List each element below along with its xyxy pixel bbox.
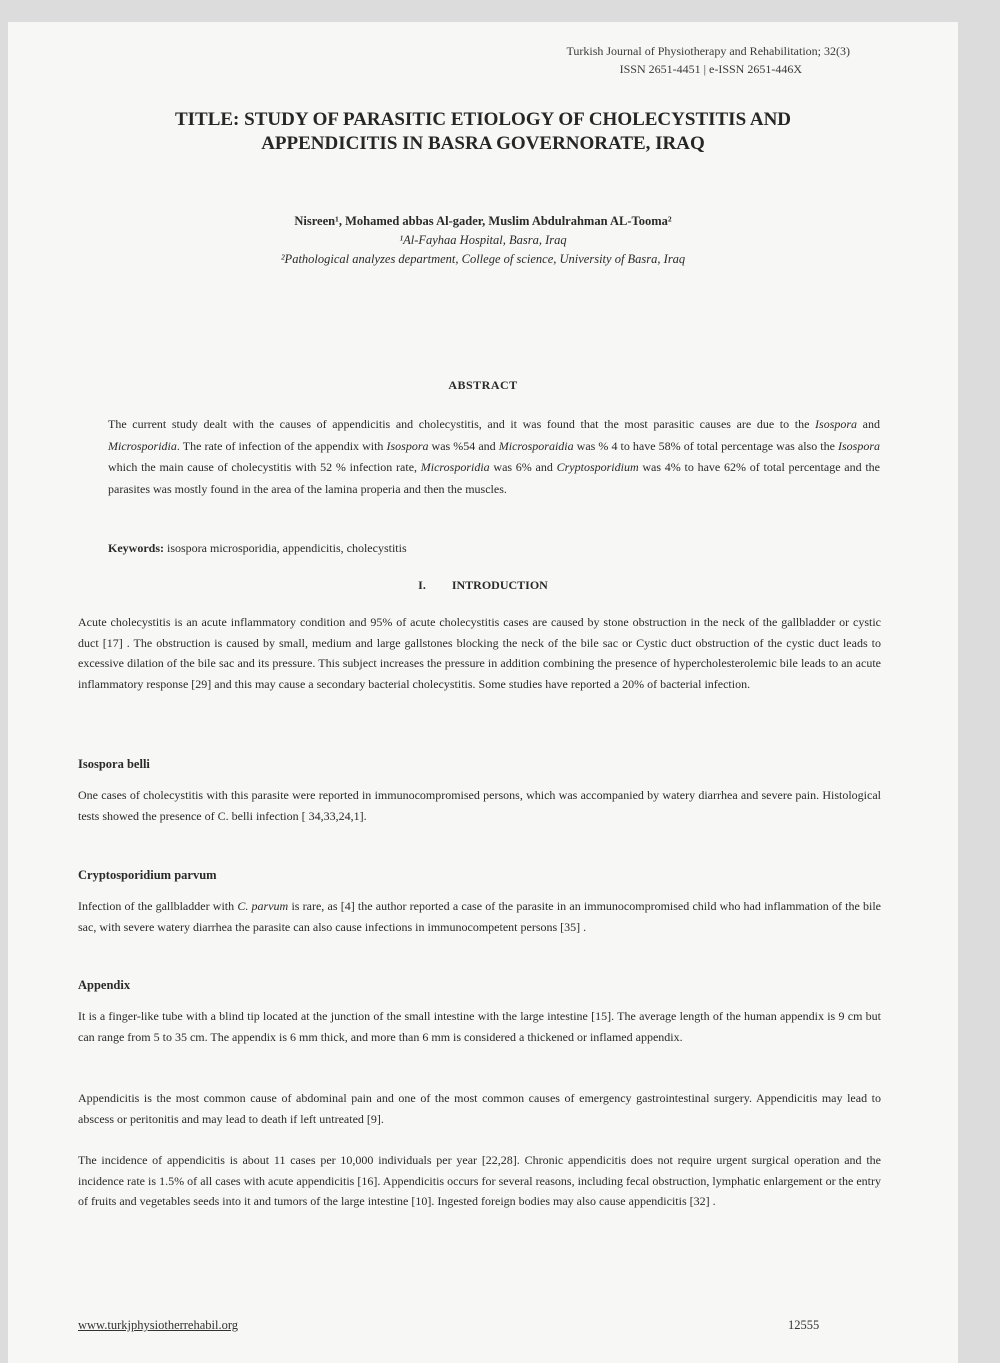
crypto-italic-term: C. parvum — [237, 899, 289, 913]
abstract-heading: ABSTRACT — [448, 378, 518, 392]
abstract-italic-term: Microsporaidia — [498, 438, 574, 453]
paper-title — [68, 108, 898, 156]
keywords-label: Keywords: — [108, 541, 164, 555]
affiliation-1: ¹Al-Fayhaa Hospital, Basra, Iraq — [399, 233, 567, 247]
abstract-text-part: and — [857, 417, 880, 431]
author-names: Nisreen¹, Mohamed abbas Al-gader, Muslim Abdulrahman AL-Tooma² — [294, 214, 672, 228]
keywords-line — [108, 538, 880, 558]
title-line-1: TITLE: STUDY OF PARASITIC ETIOLOGY OF CHOLECYSTITIS AND — [174, 109, 792, 130]
appendix-paragraph-3: The incidence of appendicitis is about 11 cases per 10,000 individuals per year [22,28]. Chronic appendicitis does not require urgent surgical operation and the incidence rate is 1.5% of all cases with acute appendicitis [16]. Appendicitis occurs for several reasons, including fecal obstruction, lymphatic enlargement or the entry of fruits and vegetables seeds into it and tumors of the large intestine [10]. Ingested foreign bodies may also cause appendicitis [32] . — [78, 1153, 881, 1208]
title-line-2: APPENDICITIS IN BASRA GOVERNORATE, IRAQ — [261, 133, 705, 154]
journal-name: Turkish Journal of Physiotherapy and Rehabilitation; 32(3) — [566, 44, 850, 58]
appendix-paragraph-1: It is a finger-like tube with a blind tip located at the junction of the small intestine with the large intestine [15]. The average length of the human appendix is 9 cm but can range from 5 to 35 cm. The appendix is 6 mm thick, and more than 6 mm is considered a thickened or inflamed appendix. — [78, 1009, 881, 1044]
abstract-text-part: was %54 and — [428, 438, 499, 453]
abstract-italic-term: Microsporidia — [420, 460, 490, 474]
cryptosporidium-heading: Cryptosporidium parvum — [78, 868, 217, 882]
journal-header — [566, 42, 850, 78]
abstract-text-part: was 6% and — [489, 460, 557, 474]
section-title: INTRODUCTION — [451, 578, 548, 592]
paper-page — [8, 22, 958, 1363]
abstract-italic-term: Cryptosporidium — [556, 460, 639, 474]
author-block — [68, 212, 898, 269]
abstract-text-part: which the main cause of cholecystitis with 52 % infection rate, — [108, 460, 421, 474]
appendix-heading: Appendix — [78, 978, 131, 992]
journal-issn: ISSN 2651-4451 | e-ISSN 2651-446X — [619, 62, 802, 76]
journal-website-link[interactable]: www.turkjphysiotherrehabil.org — [78, 1318, 239, 1332]
abstract-italic-term: Microsporidia — [108, 438, 177, 453]
introduction-paragraph: Acute cholecystitis is an acute inflammatory condition and 95% of acute cholecystitis cases are caused by stone obstruction in the neck of the gallbladder or cystic duct [17] . The obstruction is caused by small, medium and large gallstones blocking the neck of the bile sac or Cystic duct obstruction of the cystic duct leads to excessive dilation of the bile sac and its pressure. This subject increases the pressure in addition combining the presence of hypercholesterolemic bile leads to an acute inflammatory response [29] and this may cause a secondary bacterial cholecystitis. Some studies have reported a 20% of bacterial infection. — [78, 615, 881, 691]
cryptosporidium-paragraph — [78, 896, 881, 937]
abstract-text-part: was 4% to have 62% of total percentage and the parasites was mostly found in the area of the lamina properia and then the muscles. — [108, 460, 880, 496]
abstract-italic-term: Isospora — [386, 438, 429, 453]
keywords-text: isospora microsporidia, appendicitis, cholecystitis — [164, 541, 407, 555]
page-number: 12555 — [788, 1318, 820, 1332]
abstract-text — [108, 414, 880, 500]
isospora-paragraph: One cases of cholecystitis with this parasite were reported in immunocompromised persons, which was accompanied by watery diarrhea and severe pain. Histological tests showed the presence of C. belli infection [ 34,33,24,1]. — [78, 788, 881, 823]
affiliation-2: ²Pathological analyzes department, College of science, University of Basra, Iraq — [280, 252, 686, 266]
abstract-text-part: was % 4 to have 58% of total percentage was also the — [573, 438, 838, 453]
section-number: I. — [418, 578, 426, 592]
abstract-italic-term: Isospora — [838, 438, 881, 453]
abstract-text-part: . The rate of infection of the appendix with — [176, 438, 387, 453]
crypto-text-part: is rare, as [4] the author reported a case of the parasite in an immunocompromised child who had inflammation of the bile sac, with severe watery diarrhea the parasite can also cause infections in immunocompetent persons [35] . — [78, 899, 882, 934]
crypto-text-part: Infection of the gallbladder with — [78, 899, 238, 913]
isospora-heading: Isospora belli — [78, 757, 150, 771]
abstract-text-part: The current study dealt with the causes of appendicitis and cholecystitis, and it was found that the most parasitic causes are due to the — [108, 417, 816, 431]
appendix-paragraph-2: Appendicitis is the most common cause of abdominal pain and one of the most common causes of emergency gastrointestinal surgery. Appendicitis may lead to abscess or peritonitis and may lead to death if left untreated [9]. — [78, 1091, 881, 1126]
abstract-italic-term: Isospora — [815, 417, 858, 431]
introduction-heading — [68, 578, 898, 593]
